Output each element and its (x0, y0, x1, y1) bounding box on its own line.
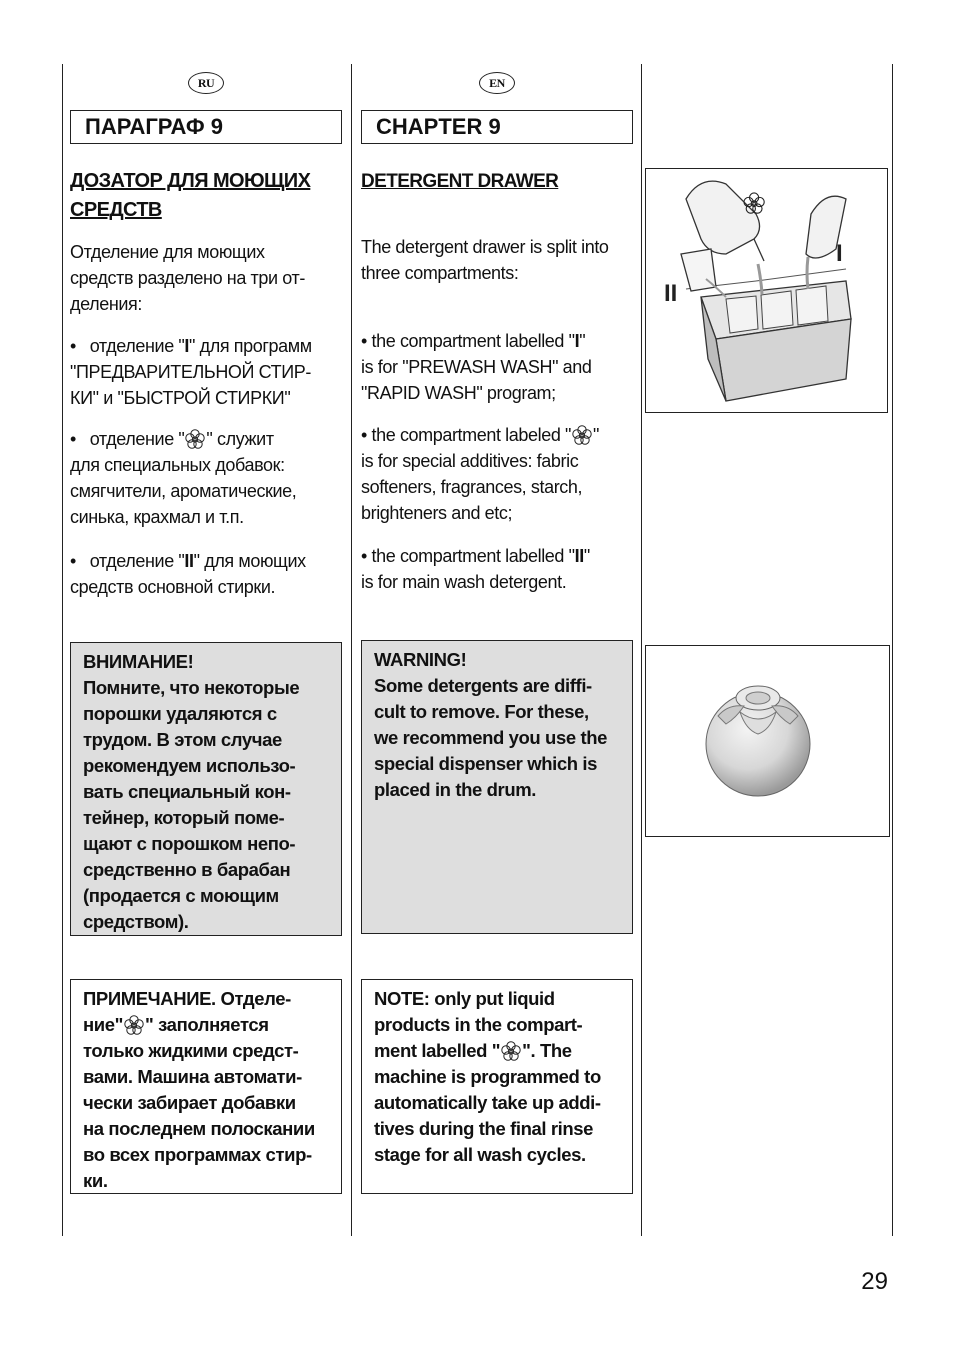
text-line: (продается с моющим (83, 885, 279, 906)
text-line: machine is programmed to (374, 1066, 601, 1087)
bullet: • (361, 425, 372, 445)
text-line: синька, крахмал и т.п. (70, 507, 244, 527)
text: " (579, 331, 586, 351)
bullet: • (70, 551, 90, 571)
text: отделение " (89, 336, 185, 356)
en-list-item-3 (361, 543, 590, 595)
flower-icon (500, 1040, 522, 1062)
ru-language-badge: RU (188, 72, 224, 94)
en-list-item-2 (361, 422, 599, 526)
en-chapter-title: CHAPTER 9 (361, 110, 633, 144)
text-line: tives during the final rinse (374, 1118, 594, 1139)
text-line: is for special additives: fabric (361, 451, 579, 471)
text-line: cult to remove. For these, (374, 701, 589, 722)
text-line: вать специальный кон- (83, 781, 291, 802)
compartment-mark: II (184, 551, 194, 571)
text-line: во всех программах стир- (83, 1144, 312, 1165)
ru-intro (70, 239, 305, 317)
compartment-mark: I (574, 331, 580, 351)
text-line: рекомендуем использо- (83, 755, 296, 776)
ru-chapter-title: ПАРАГРАФ 9 (70, 110, 342, 144)
text-line: вами. Машина автомати- (83, 1066, 302, 1087)
ru-list-item-1 (70, 333, 312, 411)
text: the compartment labelled " (371, 546, 575, 566)
text-line: stage for all wash cycles. (374, 1144, 586, 1165)
column-divider (62, 64, 63, 1236)
text: " для моющих (193, 551, 306, 571)
en-list-item-1 (361, 328, 592, 406)
figure-label-ii: II (664, 280, 678, 307)
text-line: средств основной стирки. (70, 577, 276, 597)
text: отделение " (89, 551, 185, 571)
text-line: is for main wash detergent. (361, 572, 567, 592)
en-section-heading (361, 167, 558, 196)
text: ment labelled " (374, 1040, 501, 1061)
text-line: порошки удаляются с (83, 703, 277, 724)
en-warning-box (361, 640, 633, 934)
ru-heading-line: СРЕДСТВ (70, 199, 162, 221)
text-line: we recommend you use the (374, 727, 608, 748)
text-line: на последнем полоскании (83, 1118, 315, 1139)
text-line: The detergent drawer is split into (361, 237, 609, 257)
text-line: NOTE: only put liquid (374, 988, 555, 1009)
bullet: • (70, 336, 90, 356)
text-line: ки. (83, 1170, 108, 1191)
text: " служит (206, 429, 274, 449)
text-line: смягчители, ароматические, (70, 481, 297, 501)
text-line: средственно в барабан (83, 859, 291, 880)
compartment-mark: I (184, 336, 190, 356)
text-line: is for "PREWASH WASH" and (361, 357, 592, 377)
text: ". The (522, 1040, 572, 1061)
text-line: placed in the drum. (374, 779, 537, 800)
text-line: Отделение для моющих (70, 242, 265, 262)
text: " (593, 425, 600, 445)
text-line: средством). (83, 911, 189, 932)
text-line: КИ" и "БЫСТРОЙ СТИРКИ" (70, 388, 291, 408)
detergent-drawer-illustration (645, 168, 888, 413)
page-number: 29 (861, 1268, 888, 1295)
text-line: "ПРЕДВАРИТЕЛЬНОЙ СТИР- (70, 362, 311, 382)
ru-warning-box (70, 642, 342, 936)
text-line: three compartments: (361, 263, 519, 283)
en-heading-line: DETERGENT DRAWER (361, 171, 559, 192)
ru-note-box (70, 979, 342, 1194)
drawer-drawing (646, 169, 886, 411)
text: the compartment labelled " (371, 331, 575, 351)
text-line: WARNING! (374, 649, 467, 670)
en-intro (361, 234, 609, 286)
text-line: softeners, fragrances, starch, (361, 477, 583, 497)
text: " для программ (189, 336, 312, 356)
detergent-dispenser-ball-illustration (645, 645, 890, 837)
bullet: • (361, 331, 372, 351)
text-line: brighteners and etc; (361, 503, 513, 523)
text-line: Помните, что некоторые (83, 677, 300, 698)
text-line: чески забирает добавки (83, 1092, 296, 1113)
column-divider (641, 64, 642, 1236)
text: the compartment labeled " (371, 425, 572, 445)
text-line: только жидкими средст- (83, 1040, 299, 1061)
ru-section-heading (70, 167, 310, 225)
text: " заполняется (145, 1014, 269, 1035)
text-line: products in the compart- (374, 1014, 583, 1035)
compartment-mark: II (574, 546, 584, 566)
text-line: тейнер, который поме- (83, 807, 285, 828)
text: отделение " (89, 429, 185, 449)
dispenser-ball-drawing (646, 646, 888, 835)
text-line: для специальных добавок: (70, 455, 285, 475)
column-divider (351, 64, 352, 1236)
flower-icon (123, 1014, 145, 1036)
text-line: Some detergents are diffi- (374, 675, 592, 696)
text-line: щают с порошком непо- (83, 833, 296, 854)
text: " (583, 546, 590, 566)
ru-heading-line: ДОЗАТОР ДЛЯ МОЮЩИХ (70, 170, 311, 192)
en-note-box (361, 979, 633, 1194)
ru-list-item-2 (70, 426, 296, 530)
text-line: трудом. В этом случае (83, 729, 282, 750)
text: ние" (83, 1014, 124, 1035)
flower-icon (571, 424, 593, 446)
text-line: ВНИМАНИЕ! (83, 651, 194, 672)
bullet: • (70, 429, 90, 449)
column-divider (892, 64, 893, 1236)
ru-list-item-3 (70, 548, 306, 600)
text-line: ПРИМЕЧАНИЕ. Отделе- (83, 988, 291, 1009)
figure-label-i: I (836, 240, 843, 267)
flower-icon (184, 428, 206, 450)
text-line: automatically take up addi- (374, 1092, 601, 1113)
text-line: средств разделено на три от- (70, 268, 305, 288)
text-line: special dispenser which is (374, 753, 598, 774)
text-line: деления: (70, 294, 142, 314)
text-line: "RAPID WASH" program; (361, 383, 556, 403)
bullet: • (361, 546, 372, 566)
en-language-badge: EN (479, 72, 515, 94)
